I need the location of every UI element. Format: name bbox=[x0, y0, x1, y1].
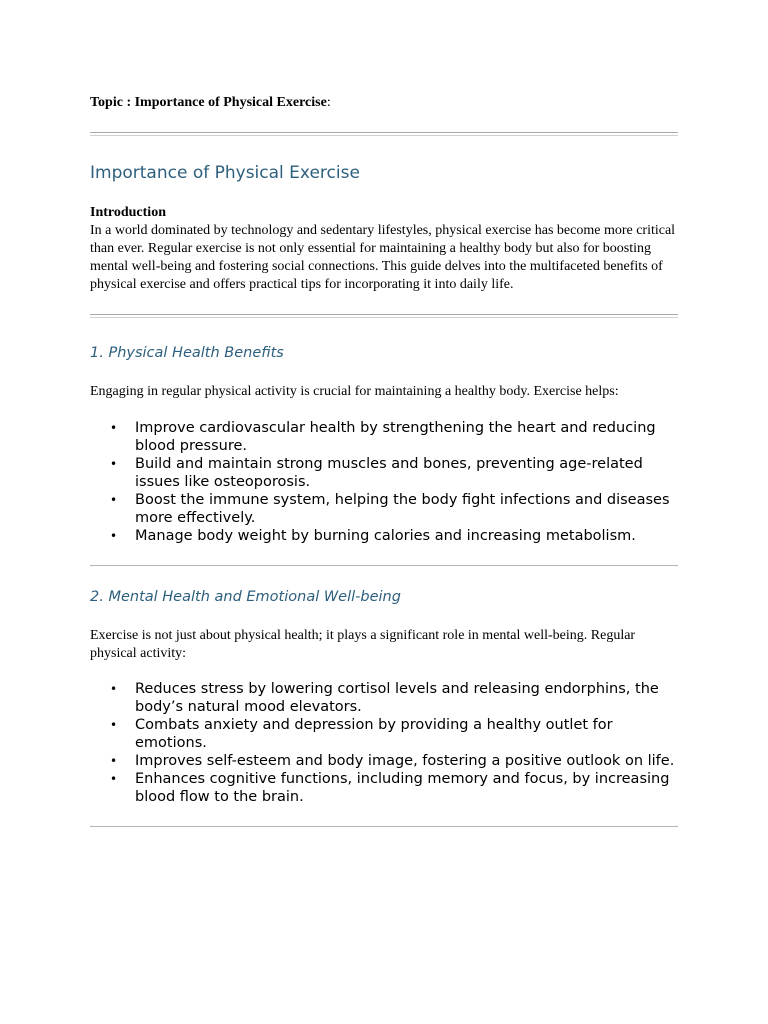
list-item-text: Combats anxiety and depression by providing a healthy outlet for emotions. bbox=[135, 717, 613, 751]
list-item bbox=[90, 752, 678, 770]
bullet-icon: • bbox=[110, 754, 118, 768]
mental-health-list bbox=[90, 680, 678, 806]
list-item bbox=[90, 491, 678, 527]
list-item-text: Manage body weight by burning calories and increasing metabolism. bbox=[135, 528, 636, 544]
list-item bbox=[90, 527, 678, 545]
list-item-text: Enhances cognitive functions, including memory and focus, by increasing blood flow to the brain. bbox=[135, 771, 670, 805]
divider-after-intro bbox=[90, 314, 678, 318]
bullet-icon: • bbox=[110, 457, 118, 471]
introduction-paragraph: In a world dominated by technology and sedentary lifestyles, physical exercise has become more critical than ever. Regular exercise is not only essential for maintaining a healthy body but also for boosting mental well-being and fostering social connections. This guide delves into the multifaceted benefits of physical exercise and offers practical tips for incorporating it into daily life. bbox=[90, 223, 676, 292]
list-item bbox=[90, 419, 678, 455]
list-item bbox=[90, 716, 678, 752]
divider-top bbox=[90, 132, 678, 136]
topic-suffix: : bbox=[326, 95, 331, 110]
list-item-text: Reduces stress by lowering cortisol levels and releasing endorphins, the body’s natural mood elevators. bbox=[135, 681, 659, 715]
topic-label: Topic : Importance of Physical Exercise bbox=[90, 95, 327, 110]
list-item-text: Improves self-esteem and body image, fostering a positive outlook on life. bbox=[135, 753, 675, 769]
list-item bbox=[90, 770, 678, 806]
document-content bbox=[90, 90, 678, 827]
section-heading-physical-health: 1. Physical Health Benefits bbox=[90, 345, 284, 361]
list-item bbox=[90, 680, 678, 716]
bullet-icon: • bbox=[110, 682, 118, 696]
bullet-icon: • bbox=[110, 493, 118, 507]
list-item-text: Build and maintain strong muscles and bones, preventing age-related issues like osteoporosis. bbox=[135, 456, 643, 490]
section-lead-physical-health: Engaging in regular physical activity is crucial for maintaining a healthy body. Exercise helps: bbox=[90, 384, 619, 399]
list-item-text: Boost the immune system, helping the body fight infections and diseases more effectively. bbox=[135, 492, 670, 526]
bullet-icon: • bbox=[110, 529, 118, 543]
document-title: Importance of Physical Exercise bbox=[90, 163, 360, 183]
list-item bbox=[90, 455, 678, 491]
section-heading-mental-health: 2. Mental Health and Emotional Well-being bbox=[90, 589, 401, 605]
topic-line bbox=[90, 94, 678, 112]
introduction-heading: Introduction bbox=[90, 205, 166, 220]
divider-after-section-1 bbox=[90, 565, 678, 566]
section-lead-mental-health: Exercise is not just about physical health; it plays a significant role in mental well-being. Regular physical activity: bbox=[90, 628, 636, 661]
list-item-text: Improve cardiovascular health by strengthening the heart and reducing blood pressure. bbox=[135, 420, 656, 454]
divider-after-section-2 bbox=[90, 826, 678, 827]
physical-health-list bbox=[90, 419, 678, 545]
bullet-icon: • bbox=[110, 421, 118, 435]
bullet-icon: • bbox=[110, 718, 118, 732]
bullet-icon: • bbox=[110, 772, 118, 786]
